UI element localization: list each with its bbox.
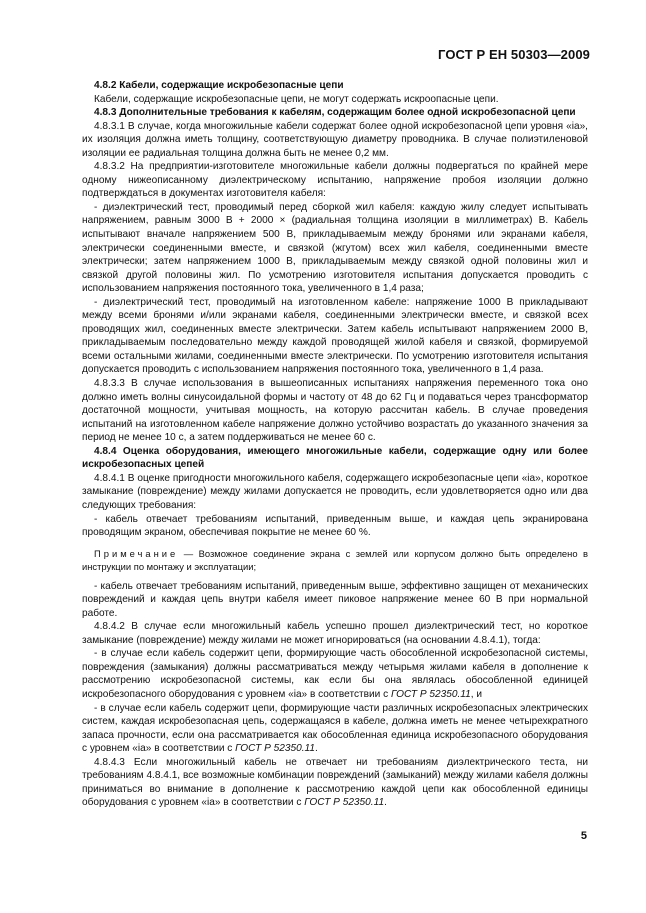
paragraph-4-8-4-3-text: 4.8.4.3 Если многожильный кабель не отвечает ни требованиям диэлектрического теста, ни требованиям 4.8.4.1, все возможные комбинации повреждений (замыканий) между жилами кабеля должны приниматься во внимание в дополнение к рассмотрению каждой цепи как обособленной единицы оборудования с уровнем «ia» в соответствии с	[82, 756, 588, 809]
section-4-8-4-title: 4.8.4 Оценка оборудования, имеющего многожильные кабели, содержащие одну или более искробезопасных цепей	[82, 445, 588, 471]
note-label: Примечание	[94, 547, 179, 559]
note-text: — Возможное соединение экрана с землей или корпусом должно быть определено в инструкции по монтажу и эксплуатации;	[82, 547, 588, 572]
paragraph-4-8-4-3-tail: .	[384, 797, 387, 809]
item-b-tail: .	[314, 743, 318, 755]
paragraph-4-8-3-1: 4.8.3.1 В случае, когда многожильные кабели содержат более одной искробезопасной цепи уровня «ia», их изоляция должна иметь толщину, соответствующую диаметру проводника. В случае полиэтиленовой изоляции ее радиальная толщина должна быть не менее 0,2 мм.	[82, 120, 588, 159]
standard-reference: ГОСТ Р 52350.11	[235, 743, 315, 755]
paragraph-4-8-3-2: 4.8.3.2 На предприятии-изготовителе многожильные кабели должны подвергаться по крайней мере одному нижеописанному диэлектрическому испытанию, напряжение пробоя изоляции должно подтверждаться в документах изготовителя кабеля:	[82, 161, 588, 200]
paragraph-4-8-3-2-item-a: - диэлектрический тест, проводимый перед сборкой жил кабеля: каждую жилу следует испытывать напряжением, равным 3000 В + 2000 × (радиальная толщина изоляции в миллиметрах) В. Кабель испытывают вначале напряжением 500 В, прикладываемым между бронями или экранами кабеля, электрически соединенными вместе, и связкой (жгутом) всех жил кабеля, соединенными вместе электрически; затем напряжением 1000 В, прикладываемым между связкой одной половины жил и связкой другой половины жил. По усмотрению изготовителя испытания допускается проводить с использованием напряжения постоянного тока, увеличенного в 1,4 раза;	[82, 201, 588, 295]
item-b-text: - в случае если кабель содержит цепи, формирующие части различных искробезопасных электрических систем, каждая искробезопасная цепь, содержащаяся в кабеле, должна иметь не менее четырехкратного запаса прочности, если она рассматривается как обособленная единица искробезопасного оборудования с уровнем «ia» в соответствии с	[82, 702, 588, 755]
item-a-text: - в случае если кабель содержит цепи, формирующие часть обособленной искробезопасной системы, повреждения (замыкания) должны рассматриваться между четырьмя жилами кабеля в дополнение к рассмотрению искробезопасной системы, как если бы она являлась обособленной единицей искробезопасного оборудования с уровнем «ia» в соответствии с	[82, 648, 588, 700]
paragraph-4-8-4-3	[82, 756, 588, 810]
paragraph-4-8-4-1-item-a: - кабель отвечает требованиям испытаний, приведенным выше, и каждая цепь экранирована проводящим экраном, обеспечивая покрытие не менее 60 %.	[82, 513, 588, 539]
section-4-8-2-text: Кабели, содержащие искробезопасные цепи, не могут содержать искроопасные цепи.	[94, 93, 499, 105]
paragraph-4-8-4-2: 4.8.4.2 В случае если многожильный кабель успешно прошел диэлектрический тест, но короткое замыкание (повреждение) между жилами не может игнорироваться (на основании 4.8.4.1), тогда:	[82, 621, 588, 646]
page-number: 5	[580, 830, 587, 842]
paragraph-4-8-4-2-item-a	[82, 647, 588, 701]
paragraph-4-8-4-1-item-b: - кабель отвечает требованиям испытаний, приведенным выше, эффективно защищен от механических повреждений и каждая цепь внутри кабеля имеет пиковое напряжение менее 60 В при нормальной работе.	[82, 580, 588, 619]
paragraph-4-8-4-1: 4.8.4.1 В оценке пригодности многожильного кабеля, содержащего искробезопасные цепи «ia», короткое замыкание (повреждение) между жилами допускается не проводить, если удовлетворяется одно или два следующих требования:	[82, 472, 588, 511]
section-4-8-3-title: 4.8.3 Дополнительные требования к кабелям, содержащим более одной искробезопасной цепи	[94, 107, 576, 119]
standard-reference: ГОСТ Р 52350.11	[390, 688, 471, 700]
paragraph-4-8-4-2-item-b	[82, 702, 588, 756]
paragraph-4-8-3-2-item-b: - диэлектрический тест, проводимый на изготовленном кабеле: напряжение 1000 В прикладывают между всеми бронями и/или экранами кабеля, соединенными электрически вместе, и связкой всех проводящих жил, соединенных вместе электрически. Затем кабель испытывают напряжением 2000 В, прикладываемым последовательно между каждой проводящей жилой кабеля и связкой, формируемой всеми остальными жилами, соединенными вместе электрически. По усмотрению изготовителя испытания допускается проводить с использованием напряжения постоянного тока, увеличенного в 1,4 раза.	[82, 296, 588, 376]
paragraph-4-8-3-3: 4.8.3.3 В случае использования в вышеописанных испытаниях напряжения переменного тока оно должно иметь волны синусоидальной формы и частоту от 48 до 62 Гц и подаваться через трансформатор достаточной мощности, учитывая мощность, на которую рассчитан кабель. В случае проведения испытаний на изготовленном кабеле напряжение должно устойчиво возрастать до указанного значения за период не менее 10 с, а затем поддерживаться не менее 60 с.	[82, 378, 588, 444]
standard-reference: ГОСТ Р 52350.11	[304, 797, 385, 809]
document-id-header: ГОСТ Р ЕН 50303—2009	[438, 47, 590, 62]
note	[82, 547, 588, 573]
document-body	[82, 79, 588, 810]
item-a-tail: , и	[470, 688, 483, 700]
section-4-8-2-title: 4.8.2 Кабели, содержащие искробезопасные цепи	[94, 80, 344, 91]
